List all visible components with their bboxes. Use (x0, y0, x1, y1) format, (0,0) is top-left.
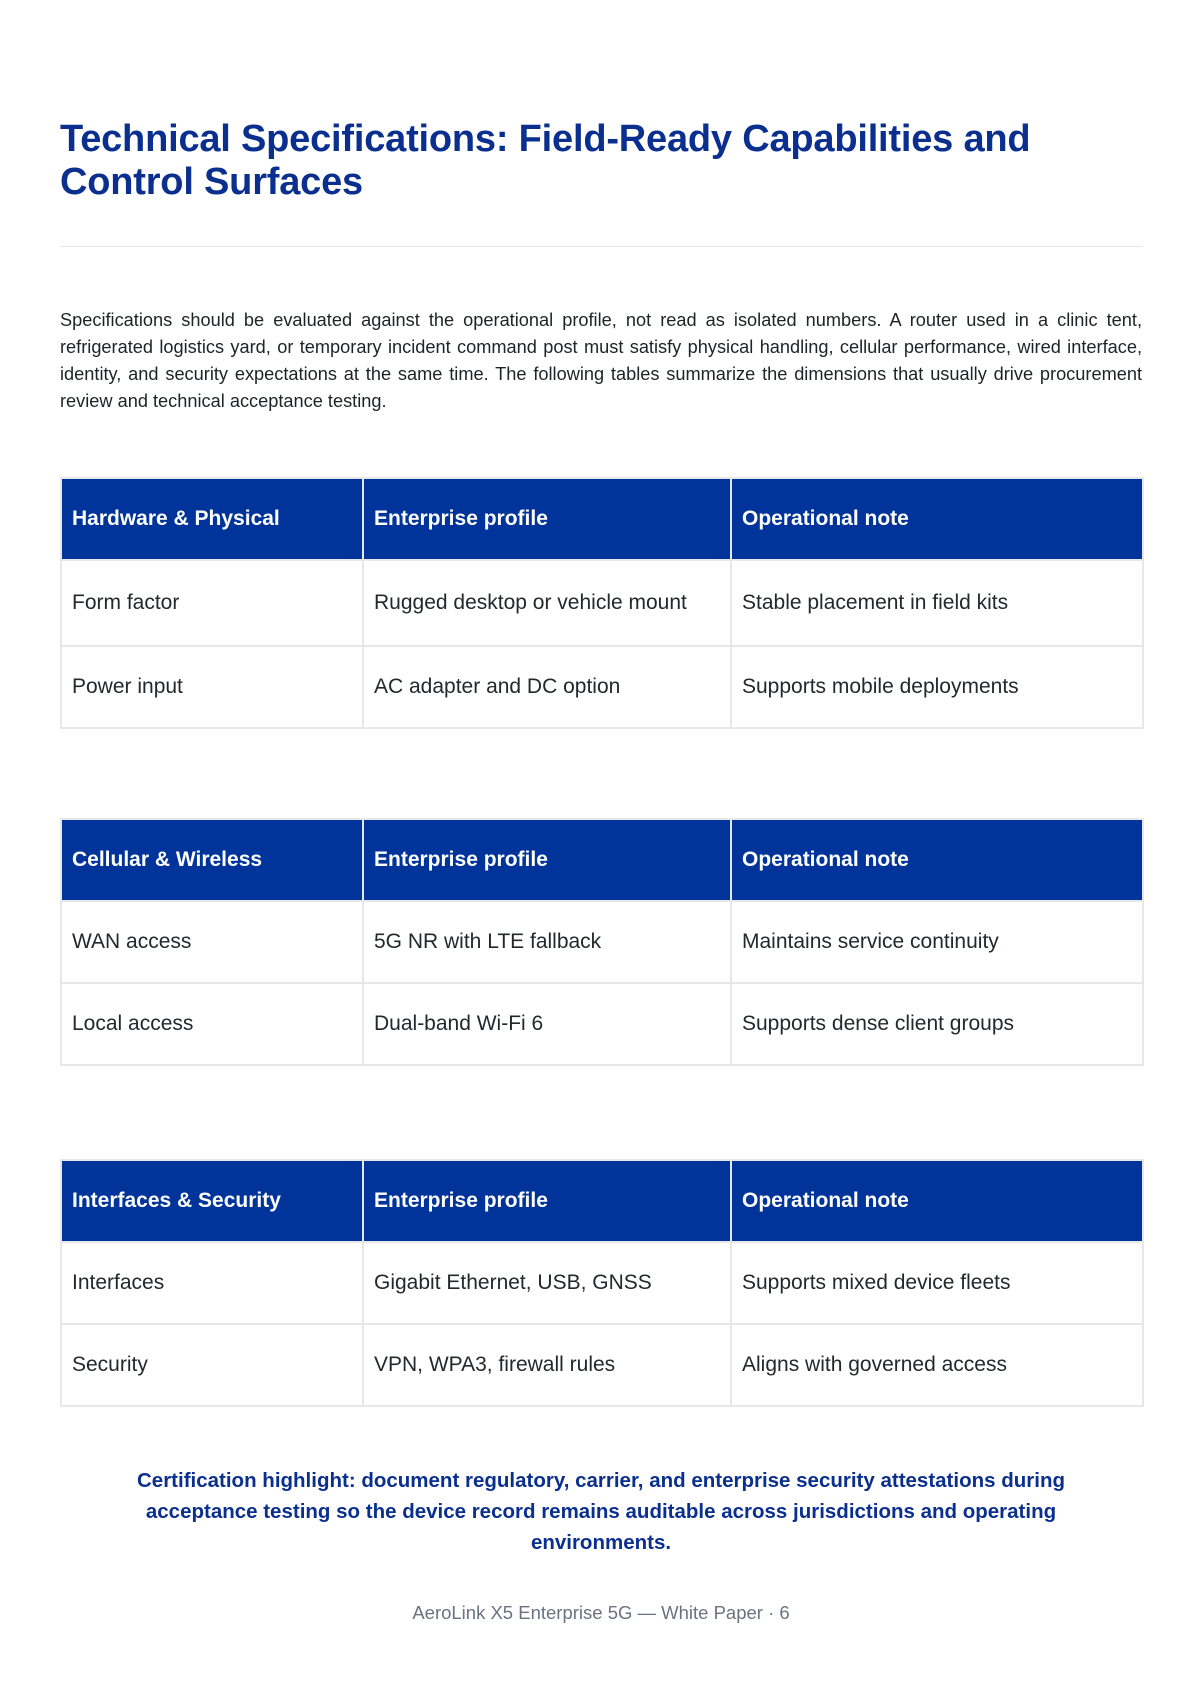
table-cell: Security (61, 1324, 363, 1406)
table-cell: Gigabit Ethernet, USB, GNSS (363, 1242, 731, 1324)
table-cell: Stable placement in field kits (731, 560, 1143, 646)
table-cell: Form factor (61, 560, 363, 646)
table-header-cell: Operational note (731, 1160, 1143, 1242)
page-footer: AeroLink X5 Enterprise 5G — White Paper · 6 (412, 1602, 790, 1623)
table-row (61, 901, 1143, 983)
table-cell: Supports mobile deployments (731, 646, 1143, 728)
table-cell: Local access (61, 983, 363, 1065)
table-header-row (61, 478, 1143, 560)
table-row (61, 646, 1143, 728)
table-header-cell: Hardware & Physical (61, 478, 363, 560)
table-header-cell: Cellular & Wireless (61, 819, 363, 901)
hardware-physical-table (60, 477, 1144, 729)
table-header-cell: Operational note (731, 478, 1143, 560)
table-header-row (61, 819, 1143, 901)
table-row (61, 983, 1143, 1065)
cellular-wireless-table (60, 818, 1144, 1066)
interfaces-security-table (60, 1159, 1144, 1407)
table-cell: VPN, WPA3, firewall rules (363, 1324, 731, 1406)
table-cell: Supports dense client groups (731, 983, 1143, 1065)
table-cell: Interfaces (61, 1242, 363, 1324)
page-title: Technical Specifications: Field-Ready Capabilities and Control Surfaces (60, 118, 1031, 203)
table-header-row (61, 1160, 1143, 1242)
table-cell: AC adapter and DC option (363, 646, 731, 728)
table-cell: Rugged desktop or vehicle mount (363, 560, 731, 646)
table-header-cell: Interfaces & Security (61, 1160, 363, 1242)
table-cell: 5G NR with LTE fallback (363, 901, 731, 983)
table-cell: Aligns with governed access (731, 1324, 1143, 1406)
table-row (61, 1324, 1143, 1406)
intro-paragraph: Specifications should be evaluated against the operational profile, not read as isolated numbers. A router used in a clinic tent, refrigerated logistics yard, or temporary incident command post must satisfy physical handling, cellular performance, wired interface, identity, and security expectations at the same time. The following tables summarize the dimensions that usually drive procurement review and technical acceptance testing. (60, 310, 1142, 411)
table-row (61, 1242, 1143, 1324)
table-cell: Dual-band Wi-Fi 6 (363, 983, 731, 1065)
table-row (61, 560, 1143, 646)
table-header-cell: Enterprise profile (363, 819, 731, 901)
table-header-cell: Operational note (731, 819, 1143, 901)
table-cell: Maintains service continuity (731, 901, 1143, 983)
certification-highlight: Certification highlight: document regulatory, carrier, and enterprise security attestations during acceptance testing so the device record remains auditable across jurisdictions and operating environments. (137, 1469, 1065, 1554)
title-divider (60, 246, 1142, 247)
table-header-cell: Enterprise profile (363, 478, 731, 560)
table-cell: Power input (61, 646, 363, 728)
table-cell: Supports mixed device fleets (731, 1242, 1143, 1324)
table-cell: WAN access (61, 901, 363, 983)
table-header-cell: Enterprise profile (363, 1160, 731, 1242)
